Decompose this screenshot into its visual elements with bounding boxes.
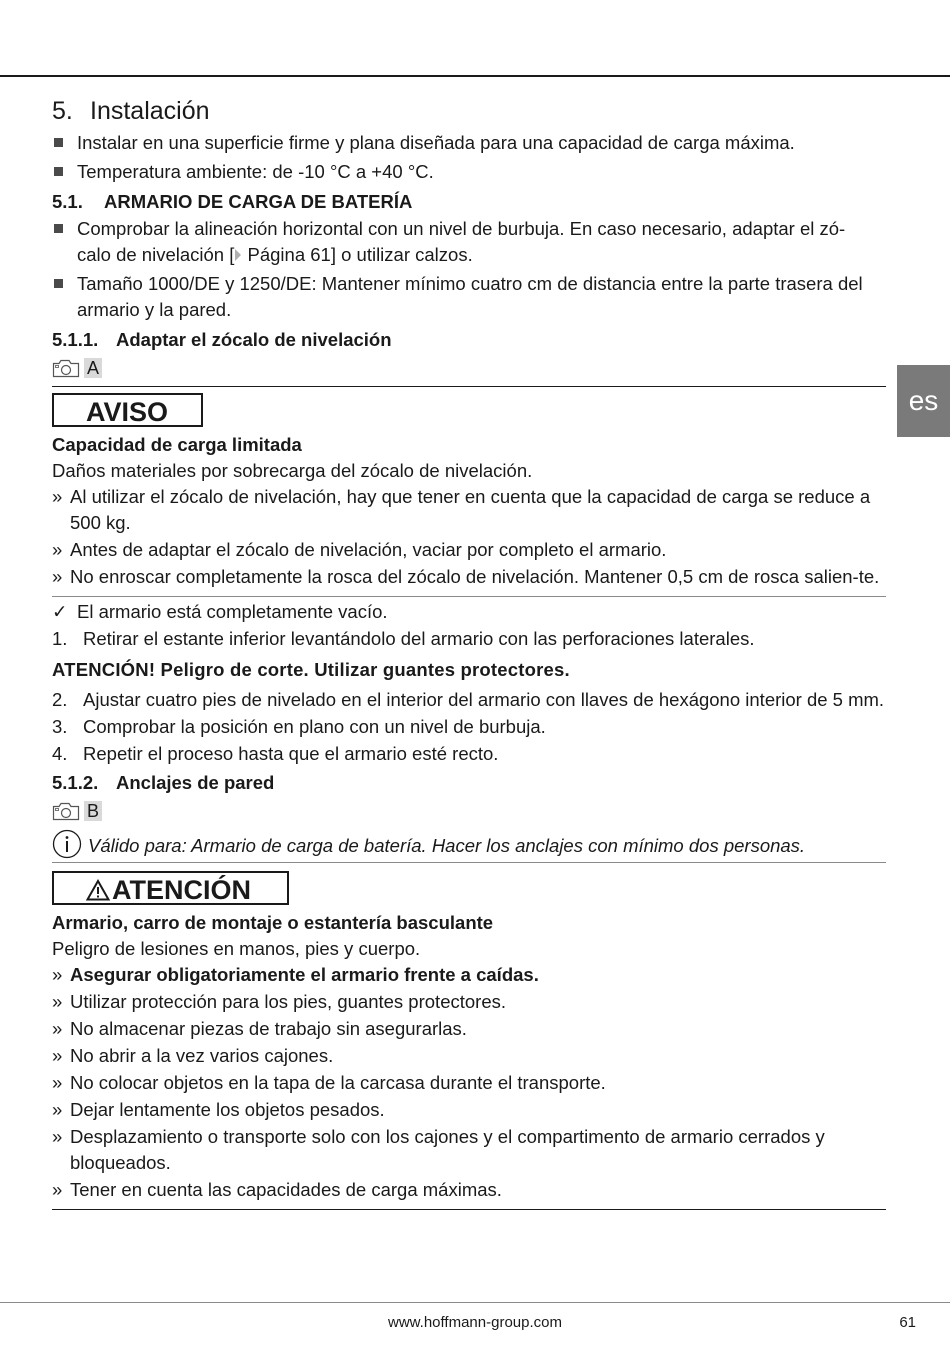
notice-intro: Peligro de lesiones en manos, pies y cuerpo. [52, 938, 421, 959]
chevron-right-icon: » [52, 1099, 63, 1120]
chevron-right-icon: » [52, 1018, 63, 1039]
list-item: » Desplazamiento o transporte solo con los cajones y el compartimento de armario cerrados y bloqueados. [52, 1126, 825, 1173]
divider [52, 386, 886, 387]
camera-icon [52, 358, 80, 378]
square-bullet-icon [54, 167, 63, 176]
notice-label: ATENCIÓN [52, 871, 289, 905]
notice-title: Armario, carro de montaje o estantería basculante [52, 912, 494, 933]
list-item: » No colocar objetos en la tapa de la carcasa durante el transporte. [52, 1070, 886, 1096]
figure-letter: B [84, 801, 102, 821]
checkmark-icon: ✓ [52, 601, 68, 622]
precondition: ✓ El armario está completamente vacío. [52, 599, 886, 625]
section-number: 5. [52, 97, 73, 125]
list-item: » No almacenar piezas de trabajo sin asegurarlas. [52, 1016, 886, 1042]
header-rule [0, 75, 950, 77]
chevron-right-icon: » [52, 486, 63, 507]
notice-intro: Daños materiales por sobrecarga del zócalo de nivelación. [52, 460, 533, 481]
list-item: Instalar en una superficie firme y plana diseñada para una capacidad de carga máxima. [52, 130, 886, 156]
step-item: 4. Repetir el proceso hasta que el armario esté recto. [52, 743, 499, 764]
warning-triangle-icon [86, 879, 110, 901]
list-item: » Al utilizar el zócalo de nivelación, hay que tener en cuenta que la capacidad de carga se reduce a 500 kg. [52, 486, 871, 533]
list-item: Tamaño 1000/DE y 1250/DE: Mantener mínimo cuatro cm de distancia entre la parte trasera del armario y la pared. [52, 271, 886, 323]
step-item: 3. Comprobar la posición en plano con un nivel de burbuja. [52, 716, 546, 737]
list-item: » No abrir a la vez varios cajones. [52, 1043, 886, 1069]
footer-rule [0, 1302, 950, 1303]
section-heading-5-1-2: 5.1.2. Anclajes de pared [52, 772, 275, 793]
step-item: 2. Ajustar cuatro pies de nivelado en el interior del armario con llaves de hexágono interior de 5 mm. [52, 689, 885, 710]
section-heading-5 [52, 93, 886, 129]
footer-url[interactable]: www.hoffmann-group.com [388, 1314, 562, 1331]
step-item: 1. Retirar el estante inferior levantándolo del armario con las perforaciones laterales. [52, 628, 755, 649]
notice-label: AVISO [52, 393, 203, 427]
section-heading-5-1: 5.1. ARMARIO DE CARGA DE BATERÍA [52, 191, 413, 212]
list-item: » Dejar lentamente los objetos pesados. [52, 1097, 886, 1123]
figure-letter: A [84, 358, 102, 378]
chevron-right-icon: » [52, 1045, 63, 1066]
section-title: Instalación [90, 97, 210, 125]
section-heading-5-1-1: 5.1.1. Adaptar el zócalo de nivelación [52, 329, 392, 350]
chevron-right-icon: » [52, 1126, 63, 1147]
divider [52, 862, 886, 863]
figure-reference [52, 797, 886, 825]
list-item: » Tener en cuenta las capacidades de carga máximas. [52, 1177, 886, 1203]
list-item: » Antes de adaptar el zócalo de nivelación, vaciar por completo el armario. [52, 537, 886, 563]
language-tab: es [897, 365, 950, 437]
list-item: » Utilizar protección para los pies, guantes protectores. [52, 989, 886, 1015]
page-content [52, 93, 886, 1216]
notice-title: Capacidad de carga limitada [52, 434, 302, 455]
square-bullet-icon [54, 279, 63, 288]
chevron-right-icon: » [52, 566, 63, 587]
list-item: » Asegurar obligatoriamente el armario frente a caídas. [52, 962, 886, 988]
divider [52, 596, 886, 597]
page-link[interactable]: Página 61 [234, 244, 330, 265]
chevron-right-icon: » [52, 964, 63, 985]
info-icon [52, 829, 82, 859]
page-number: 61 [899, 1314, 916, 1331]
divider [52, 1209, 886, 1210]
camera-icon [52, 801, 80, 821]
figure-reference [52, 354, 886, 382]
square-bullet-icon [54, 138, 63, 147]
list-item: Temperatura ambiente: de -10 °C a +40 °C. [52, 159, 886, 185]
warning-text: ATENCIÓN! Peligro de corte. Utilizar guantes protectores. [52, 659, 570, 680]
chevron-right-icon: » [52, 539, 63, 560]
square-bullet-icon [54, 224, 63, 233]
chevron-right-icon: » [52, 1072, 63, 1093]
list-item: » No enroscar completamente la rosca del zócalo de nivelación. Mantener 0,5 cm de rosca salien-te. [52, 564, 886, 590]
info-note: Válido para: Armario de carga de batería. Hacer los anclajes con mínimo dos personas. [52, 833, 886, 859]
list-item: Comprobar la alineación horizontal con un nivel de burbuja. En caso necesario, adaptar el zó- calo de nivelación [ Página 61] o utilizar calzos. [52, 216, 886, 268]
chevron-right-icon: » [52, 1179, 63, 1200]
chevron-right-icon: » [52, 991, 63, 1012]
